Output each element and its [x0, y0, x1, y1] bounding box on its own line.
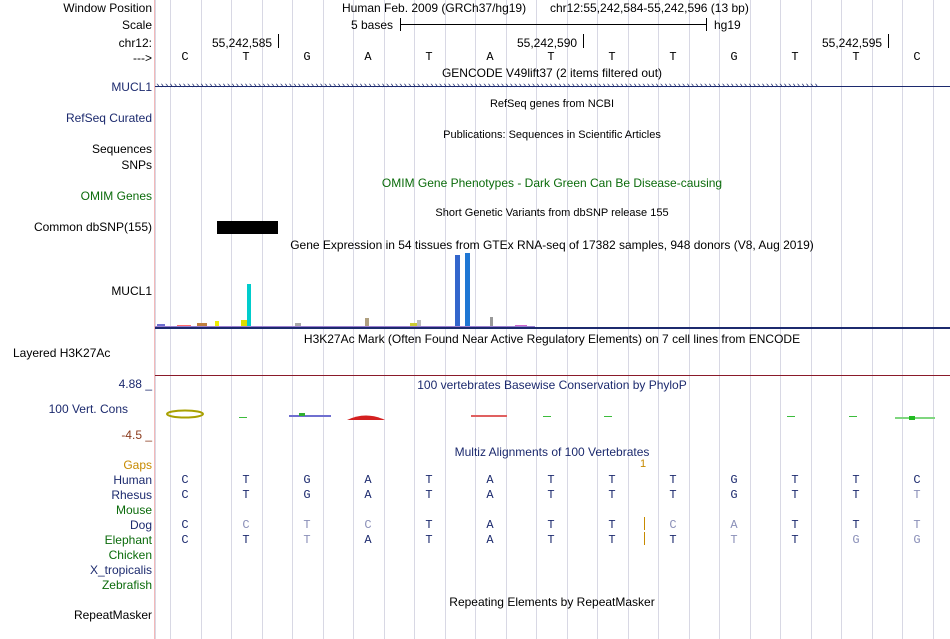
aligned-base: G [303, 488, 311, 502]
gencode-track-label[interactable]: MUCL1 [111, 80, 152, 94]
cons-min-label: -4.5 _ [121, 428, 152, 442]
phylop-conservation-plot[interactable] [155, 405, 950, 427]
aligned-base: C [181, 473, 189, 487]
aligned-base: T [303, 518, 311, 532]
scale-bar-right [706, 18, 707, 31]
alignment-row-elephant [0, 533, 950, 547]
refseq-track-label[interactable]: RefSeq Curated [65, 111, 152, 125]
tick-label-2: 55,242,590 [517, 36, 578, 50]
tick-mark-2 [583, 34, 584, 48]
repeatmasker-track-title: Repeating Elements by RepeatMasker [449, 595, 655, 609]
refseq-track-title: RefSeq genes from NCBI [489, 98, 615, 110]
base-2: T [242, 50, 250, 64]
base-12: T [852, 50, 860, 64]
aligned-base: C [242, 518, 250, 532]
aligned-base: A [486, 533, 494, 547]
tick-label-1: 55,242,585 [212, 36, 273, 50]
aligned-base: T [730, 533, 738, 547]
tick-mark-1 [278, 34, 279, 48]
species-zebrafish-label: Zebrafish [101, 578, 152, 592]
phylop-mark-3 [289, 415, 331, 417]
aligned-base: T [852, 518, 860, 532]
aligned-base: T [242, 533, 250, 547]
repeatmasker-track-label[interactable]: RepeatMasker [73, 608, 152, 622]
phylop-mark-6 [471, 415, 507, 417]
aligned-base: T [547, 488, 555, 502]
dbsnp-track-label[interactable]: Common dbSNP(155) [33, 220, 152, 234]
gencode-track-title: GENCODE V49lift37 (2 items filtered out) [441, 66, 663, 80]
dbsnp-track-title: Short Genetic Variants from dbSNP release 155 [435, 207, 669, 219]
h3k27ac-track-title: H3K27Ac Mark (Often Found Near Active Regulatory Elements) on 7 cell lines from ENCODE [303, 332, 801, 346]
aligned-base: A [364, 533, 372, 547]
window-position-label: Window Position [63, 1, 152, 15]
gtex-separator [155, 327, 950, 329]
aligned-base: C [364, 518, 372, 532]
aligned-base: T [425, 533, 433, 547]
pubs-track-title: Publications: Sequences in Scientific Articles [443, 129, 661, 141]
aligned-base: T [913, 488, 921, 502]
aligned-base: T [608, 488, 616, 502]
species-human-label: Human [113, 473, 152, 487]
aligned-base: T [608, 473, 616, 487]
scale-bar [400, 24, 706, 25]
base-4: A [364, 50, 372, 64]
gtex-bar[interactable] [365, 318, 369, 327]
base-9: T [669, 50, 677, 64]
h3k27ac-separator [155, 375, 950, 376]
base-13: C [913, 50, 921, 64]
aligned-base: T [547, 473, 555, 487]
base-sequence [0, 50, 950, 64]
gtex-bar[interactable] [417, 320, 421, 327]
aligned-base: T [608, 518, 616, 532]
snps-track-label[interactable]: SNPs [121, 158, 152, 172]
species-rhesus-label: Rhesus [111, 488, 152, 502]
aligned-base: C [181, 488, 189, 502]
assembly-text: Human Feb. 2009 (GRCh37/hg19) [342, 1, 527, 15]
aligned-base: T [791, 473, 799, 487]
aligned-base: T [852, 488, 860, 502]
scale-label: Scale [121, 18, 152, 32]
aligned-base: T [425, 518, 433, 532]
phylop-mark-12 [909, 416, 915, 420]
cons-max-label: 4.88 _ [118, 377, 152, 391]
alignment-row-human [0, 473, 950, 487]
base-6: A [486, 50, 494, 64]
gtex-track-title: Gene Expression in 54 tissues from GTEx RNA-seq of 17382 samples, 948 donors (V8, Aug 2019) [290, 238, 814, 252]
species-xtropicalis-label: X_tropicalis [89, 563, 152, 577]
base-3: G [303, 50, 311, 64]
aligned-base: A [486, 518, 494, 532]
phylop-mark-1 [167, 411, 203, 418]
aligned-base: T [242, 473, 250, 487]
aligned-base: T [242, 488, 250, 502]
tick-label-3: 55,242,595 [822, 36, 883, 50]
aligned-base: T [425, 473, 433, 487]
aligned-base: T [669, 473, 677, 487]
sequences-track-label[interactable]: Sequences [91, 142, 152, 156]
gencode-gene-feature[interactable]: ›››››››››››››››››››››››››››››››››››››››››››››››››››››››››››››››››››››››››››››››››››››››››››››››››››››››››››››››››››››››››››››››››››››››››››››››››››››› [155, 82, 950, 92]
aligned-base: G [730, 473, 738, 487]
aligned-base: T [791, 533, 799, 547]
phylop-mark-10 [849, 416, 857, 417]
aligned-base: G [852, 533, 860, 547]
phylop-track-title: 100 vertebrates Basewise Conservation by PhyloP [417, 378, 687, 392]
omim-track-title: OMIM Gene Phenotypes - Dark Green Can Be Disease-causing [381, 176, 723, 190]
aligned-base: T [791, 488, 799, 502]
aligned-base: A [364, 488, 372, 502]
omim-track-label[interactable]: OMIM Genes [80, 189, 152, 203]
tick-mark-3 [888, 34, 889, 48]
aligned-base: T [547, 533, 555, 547]
gtex-bar[interactable] [247, 284, 251, 327]
cons-track-label[interactable]: 100 Vert. Cons [48, 402, 128, 416]
aligned-base: T [852, 473, 860, 487]
alignment-row-rhesus [0, 488, 950, 502]
scale-text: 5 bases [351, 18, 394, 32]
species-mouse-label: Mouse [115, 503, 152, 517]
gaps-label: Gaps [123, 458, 152, 472]
base-7: T [547, 50, 555, 64]
aligned-base: G [730, 488, 738, 502]
species-dog-label: Dog [129, 518, 152, 532]
scale-db: hg19 [714, 18, 741, 32]
species-chicken-label: Chicken [108, 548, 152, 562]
aligned-base: T [791, 518, 799, 532]
phylop-mark-4 [299, 413, 305, 416]
base-8: T [608, 50, 616, 64]
phylop-mark-2 [239, 417, 247, 418]
aligned-base: T [547, 518, 555, 532]
aligned-base: A [486, 473, 494, 487]
base-1: C [181, 50, 189, 64]
gtex-bar[interactable] [455, 255, 460, 327]
gtex-expression-chart[interactable] [155, 250, 950, 330]
phylop-mark-7 [543, 416, 551, 417]
base-11: T [791, 50, 799, 64]
gap-count-marker: 1 [640, 458, 647, 470]
base-10: G [730, 50, 738, 64]
h3k27ac-track-label[interactable]: Layered H3K27Ac [13, 346, 111, 360]
aligned-base: C [181, 518, 189, 532]
chrom-label: chr12: [118, 36, 152, 50]
species-elephant-label: Elephant [104, 533, 152, 547]
position-text: chr12:55,242,584-55,242,596 (13 bp) [550, 1, 749, 15]
aligned-base: T [669, 533, 677, 547]
alignment-row-dog [0, 518, 950, 532]
aligned-base: T [913, 518, 921, 532]
strand-label[interactable]: ---> [133, 51, 152, 65]
aligned-base: C [669, 518, 677, 532]
aligned-base: C [913, 473, 921, 487]
aligned-base: C [181, 533, 189, 547]
base-5: T [425, 50, 433, 64]
phylop-mark-9 [787, 416, 795, 417]
aligned-base: A [730, 518, 738, 532]
aligned-base: T [425, 488, 433, 502]
gtex-bar[interactable] [465, 253, 470, 327]
aligned-base: G [913, 533, 921, 547]
aligned-base: T [669, 488, 677, 502]
aligned-base: T [303, 533, 311, 547]
dbsnp-variant-block[interactable] [217, 221, 278, 234]
phylop-mark-5 [347, 416, 385, 421]
gtex-bar[interactable] [490, 317, 493, 327]
multiz-track-title: Multiz Alignments of 100 Vertebrates [454, 445, 650, 459]
phylop-mark-8 [604, 416, 612, 417]
aligned-base: A [364, 473, 372, 487]
aligned-base: G [303, 473, 311, 487]
aligned-base: T [608, 533, 616, 547]
gtex-track-label[interactable]: MUCL1 [111, 284, 152, 298]
aligned-base: A [486, 488, 494, 502]
